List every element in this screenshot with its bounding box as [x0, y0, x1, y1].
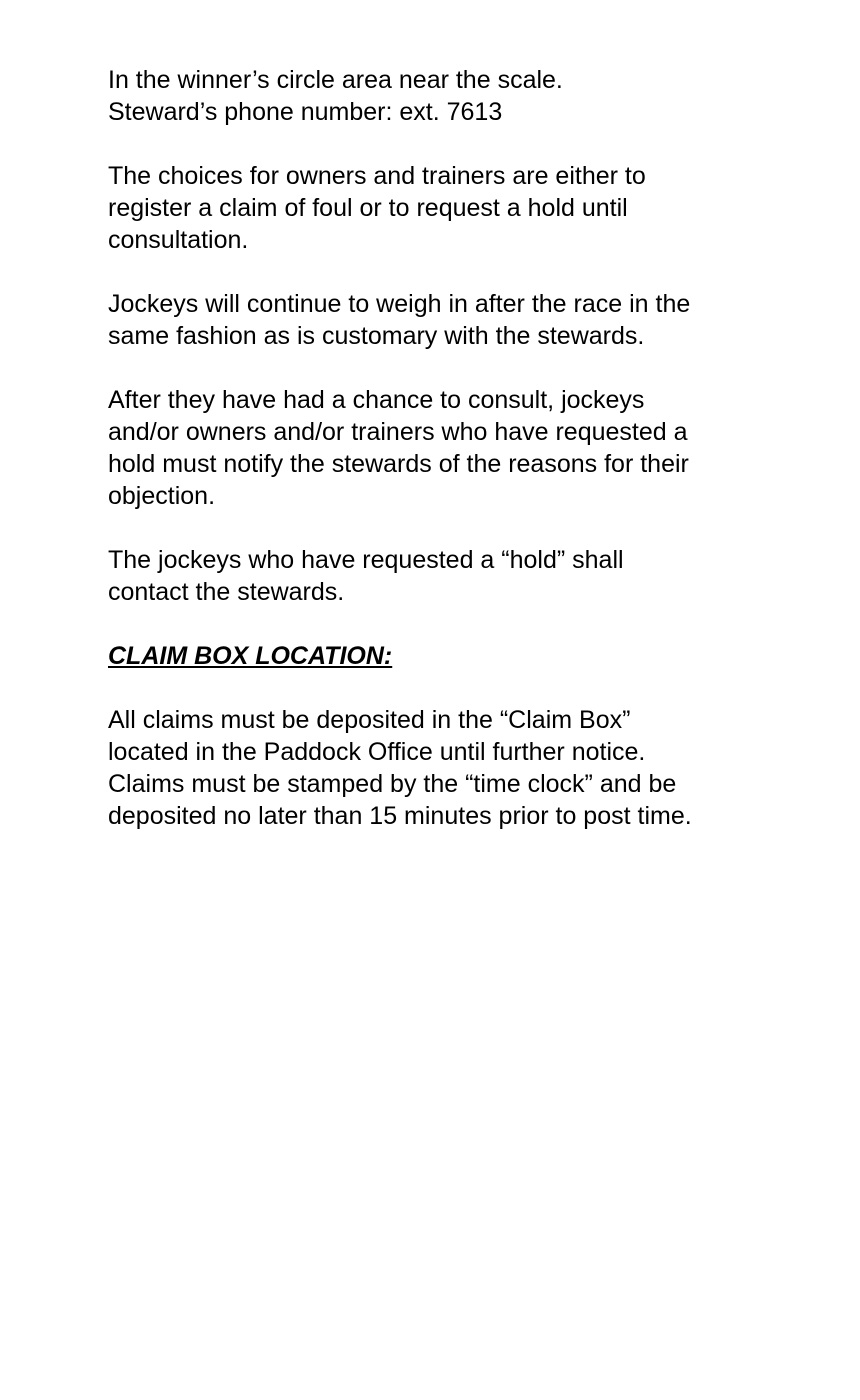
- text-line: Jockeys will continue to weigh in after the race in the: [108, 290, 691, 318]
- text-line: contact the stewards.: [108, 578, 345, 606]
- text-line: The choices for owners and trainers are either to: [108, 162, 646, 190]
- text-line: and/or owners and/or trainers who have requested a: [108, 418, 688, 446]
- paragraph-hold-notification: [108, 384, 788, 512]
- document-body: [108, 64, 788, 864]
- paragraph-jockey-weigh-in: [108, 288, 788, 352]
- paragraph-claim-box: [108, 704, 788, 832]
- paragraph-hold-contact: [108, 544, 788, 608]
- text-line: located in the Paddock Office until further notice.: [108, 738, 646, 766]
- text-line: objection.: [108, 482, 216, 510]
- paragraph-owner-choices: [108, 160, 788, 256]
- text-line: After they have had a chance to consult, jockeys: [108, 386, 645, 414]
- text-line: register a claim of foul or to request a hold until: [108, 194, 628, 222]
- paragraph-location: [108, 64, 788, 128]
- text-line: All claims must be deposited in the “Claim Box”: [108, 706, 631, 734]
- text-line: deposited no later than 15 minutes prior to post time.: [108, 802, 692, 830]
- text-line: The jockeys who have requested a “hold” shall: [108, 546, 624, 574]
- text-line: hold must notify the stewards of the reasons for their: [108, 450, 689, 478]
- text-line: consultation.: [108, 226, 249, 254]
- text-line: same fashion as is customary with the stewards.: [108, 322, 645, 350]
- text-line: Steward’s phone number: ext. 7613: [108, 98, 503, 126]
- text-line: Claims must be stamped by the “time clock” and be: [108, 770, 677, 798]
- text-line: In the winner’s circle area near the scale.: [108, 66, 563, 94]
- section-heading: CLAIM BOX LOCATION:: [108, 642, 393, 670]
